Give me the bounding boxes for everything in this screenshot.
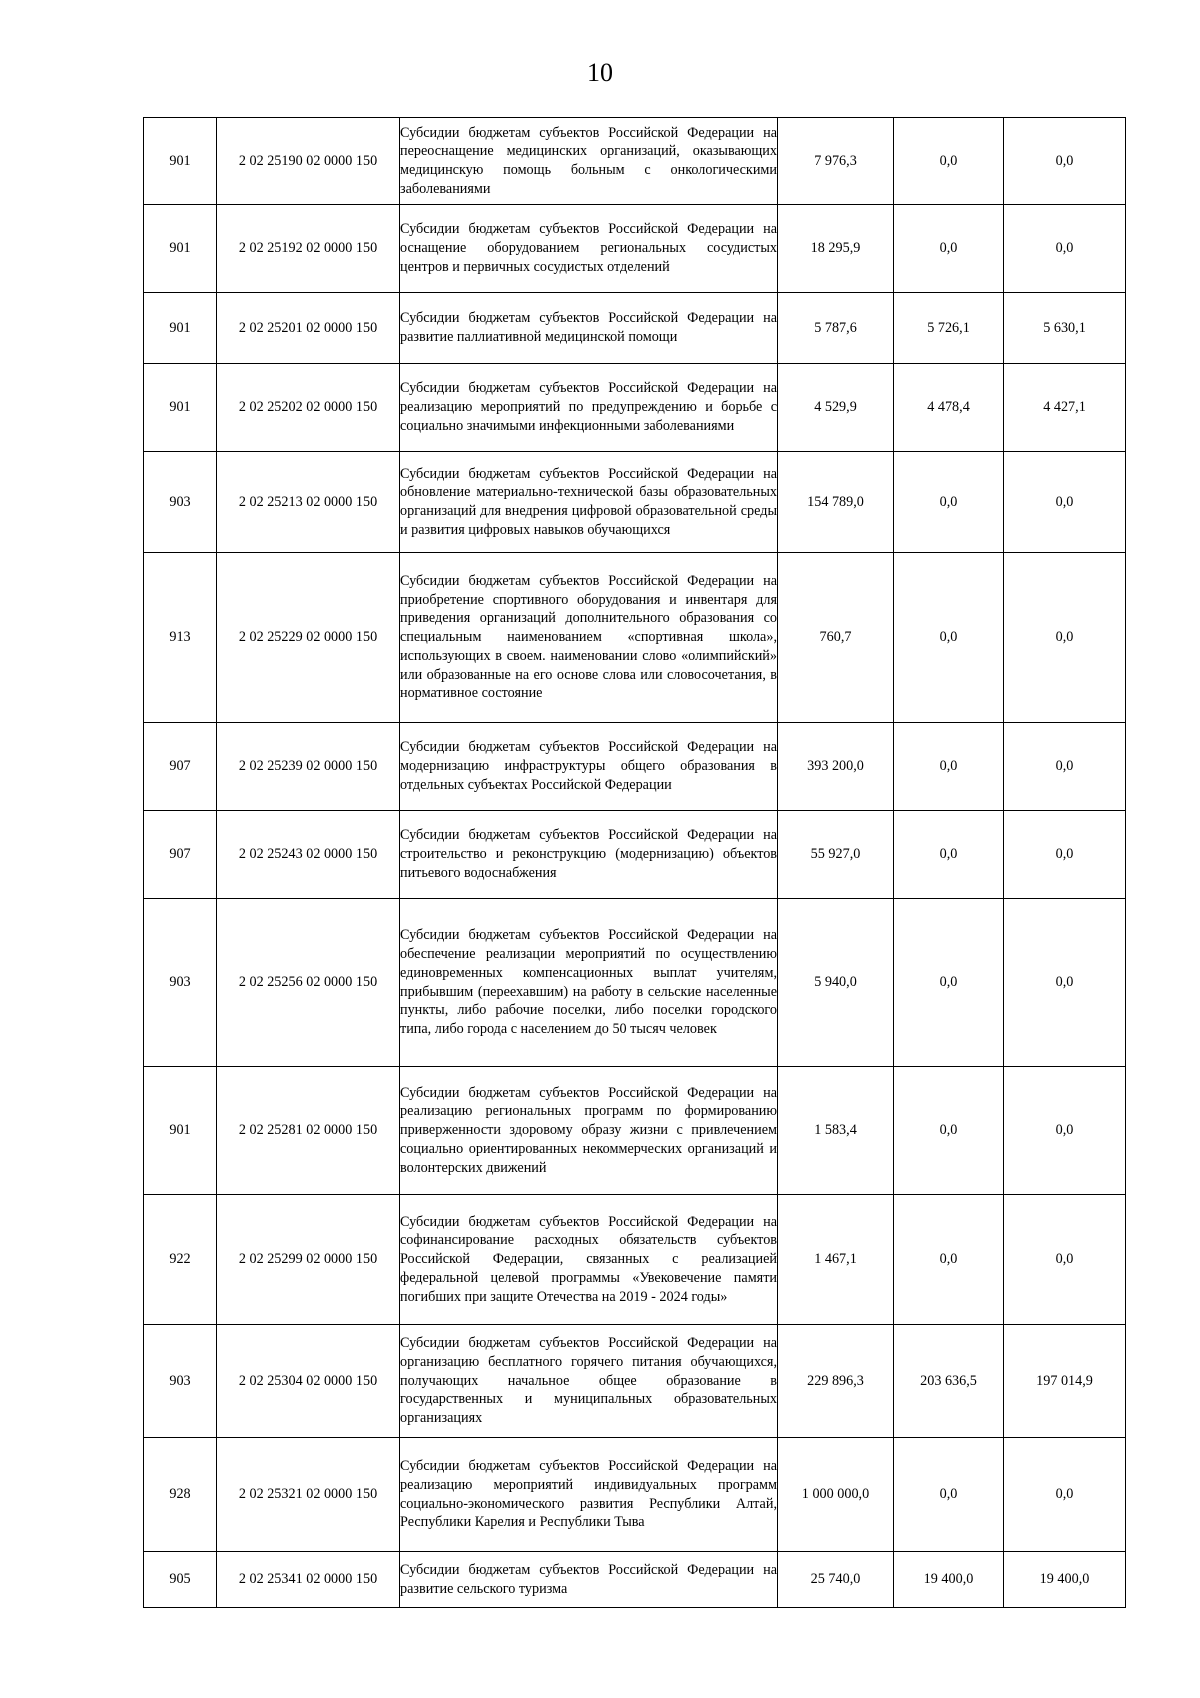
admin-code-cell: 901 [144,1067,217,1195]
amount-year1-cell: 4 529,9 [778,364,894,452]
description-cell: Субсидии бюджетам субъектов Российской Федерации на оснащение оборудованием региональных сосудистых центров и первичных сосудистых отделений [400,205,778,293]
description-cell: Субсидии бюджетам субъектов Российской Федерации на развитие паллиативной медицинской помощи [400,293,778,364]
amount-year3-cell: 0,0 [1004,452,1126,553]
admin-code-cell: 903 [144,899,217,1067]
admin-code-cell: 903 [144,452,217,553]
amount-year3-cell: 0,0 [1004,899,1126,1067]
description-cell: Субсидии бюджетам субъектов Российской Федерации на реализацию мероприятий по предупреждению и борьбе с социально значимыми инфекционными заболеваниями [400,364,778,452]
amount-year2-cell: 0,0 [894,899,1004,1067]
classification-code-cell: 2 02 25321 02 0000 150 [217,1438,400,1552]
classification-code-cell: 2 02 25192 02 0000 150 [217,205,400,293]
amount-year2-cell: 0,0 [894,1067,1004,1195]
description-cell: Субсидии бюджетам субъектов Российской Федерации на развитие сельского туризма [400,1552,778,1608]
table-row [144,452,1126,553]
table-row [144,293,1126,364]
classification-code-cell: 2 02 25190 02 0000 150 [217,118,400,205]
amount-year1-cell: 7 976,3 [778,118,894,205]
page-number: 10 [587,58,613,87]
admin-code-cell: 928 [144,1438,217,1552]
admin-code-cell: 901 [144,118,217,205]
table-row [144,723,1126,811]
amount-year2-cell: 0,0 [894,452,1004,553]
classification-code-cell: 2 02 25243 02 0000 150 [217,811,400,899]
classification-code-cell: 2 02 25239 02 0000 150 [217,723,400,811]
description-cell: Субсидии бюджетам субъектов Российской Федерации на реализацию мероприятий индивидуальных программ социально-экономического развития Республики Алтай, Республики Карелия и Республики Тыва [400,1438,778,1552]
table-row [144,1067,1126,1195]
amount-year3-cell: 0,0 [1004,553,1126,723]
budget-table [143,117,1126,1608]
amount-year1-cell: 5 787,6 [778,293,894,364]
table-row [144,899,1126,1067]
description-cell: Субсидии бюджетам субъектов Российской Федерации на реализацию региональных программ по формированию приверженности здоровому образу жизни с привлечением социально ориентированных некоммерческих организаций и волонтерских движений [400,1067,778,1195]
description-cell: Субсидии бюджетам субъектов Российской Федерации на софинансирование расходных обязательств субъектов Российской Федерации, связанных с реализацией федеральной целевой программы «Увековечение памяти погибших при защите Отечества на 2019 - 2024 годы» [400,1195,778,1325]
description-cell: Субсидии бюджетам субъектов Российской Федерации на переоснащение медицинских организаций, оказывающих медицинскую помощь больным с онкологическими заболеваниями [400,118,778,205]
description-cell: Субсидии бюджетам субъектов Российской Федерации на приобретение спортивного оборудования и инвентаря для приведения организаций дополнительного образования со специальным наименованием «спортивная школа», использующих в своем. наименовании слово «олимпийский» или образованные на его основе слова или словосочетания, в нормативное состояние [400,553,778,723]
description-cell: Субсидии бюджетам субъектов Российской Федерации на строительство и реконструкцию (модернизацию) объектов питьевого водоснабжения [400,811,778,899]
table-row [144,1325,1126,1438]
table-row [144,364,1126,452]
amount-year1-cell: 25 740,0 [778,1552,894,1608]
table-row [144,1438,1126,1552]
admin-code-cell: 901 [144,364,217,452]
amount-year2-cell: 0,0 [894,811,1004,899]
amount-year2-cell: 0,0 [894,1438,1004,1552]
table-row [144,205,1126,293]
amount-year2-cell: 0,0 [894,1195,1004,1325]
admin-code-cell: 907 [144,811,217,899]
classification-code-cell: 2 02 25202 02 0000 150 [217,364,400,452]
amount-year1-cell: 154 789,0 [778,452,894,553]
classification-code-cell: 2 02 25299 02 0000 150 [217,1195,400,1325]
table-row [144,1195,1126,1325]
amount-year2-cell: 0,0 [894,723,1004,811]
admin-code-cell: 922 [144,1195,217,1325]
amount-year1-cell: 1 583,4 [778,1067,894,1195]
amount-year1-cell: 18 295,9 [778,205,894,293]
classification-code-cell: 2 02 25341 02 0000 150 [217,1552,400,1608]
amount-year1-cell: 760,7 [778,553,894,723]
admin-code-cell: 901 [144,293,217,364]
amount-year3-cell: 19 400,0 [1004,1552,1126,1608]
amount-year2-cell: 203 636,5 [894,1325,1004,1438]
admin-code-cell: 905 [144,1552,217,1608]
amount-year3-cell: 197 014,9 [1004,1325,1126,1438]
classification-code-cell: 2 02 25304 02 0000 150 [217,1325,400,1438]
amount-year1-cell: 5 940,0 [778,899,894,1067]
amount-year1-cell: 393 200,0 [778,723,894,811]
amount-year3-cell: 0,0 [1004,118,1126,205]
amount-year1-cell: 1 000 000,0 [778,1438,894,1552]
classification-code-cell: 2 02 25229 02 0000 150 [217,553,400,723]
admin-code-cell: 903 [144,1325,217,1438]
amount-year1-cell: 1 467,1 [778,1195,894,1325]
amount-year1-cell: 55 927,0 [778,811,894,899]
amount-year2-cell: 5 726,1 [894,293,1004,364]
admin-code-cell: 913 [144,553,217,723]
amount-year2-cell: 4 478,4 [894,364,1004,452]
admin-code-cell: 901 [144,205,217,293]
classification-code-cell: 2 02 25213 02 0000 150 [217,452,400,553]
table-row [144,118,1126,205]
classification-code-cell: 2 02 25281 02 0000 150 [217,1067,400,1195]
description-cell: Субсидии бюджетам субъектов Российской Федерации на организацию бесплатного горячего питания обучающихся, получающих начальное общее образование в государственных и муниципальных образовательных организациях [400,1325,778,1438]
amount-year3-cell: 4 427,1 [1004,364,1126,452]
amount-year1-cell: 229 896,3 [778,1325,894,1438]
classification-code-cell: 2 02 25201 02 0000 150 [217,293,400,364]
table-row [144,553,1126,723]
description-cell: Субсидии бюджетам субъектов Российской Федерации на обновление материально-технической базы образовательных организаций для внедрения цифровой образовательной среды и развития цифровых навыков обучающихся [400,452,778,553]
amount-year3-cell: 0,0 [1004,811,1126,899]
table-row [144,811,1126,899]
description-cell: Субсидии бюджетам субъектов Российской Федерации на обеспечение реализации мероприятий по осуществлению единовременных компенсационных выплат учителям, прибывшим (переехавшим) на работу в сельские населенные пункты, либо рабочие поселки, либо поселки городского типа, либо города с населением до 50 тысяч человек [400,899,778,1067]
amount-year2-cell: 19 400,0 [894,1552,1004,1608]
table-row [144,1552,1126,1608]
budget-table-body [144,118,1126,1608]
amount-year3-cell: 0,0 [1004,1438,1126,1552]
amount-year3-cell: 0,0 [1004,1195,1126,1325]
amount-year2-cell: 0,0 [894,205,1004,293]
description-cell: Субсидии бюджетам субъектов Российской Федерации на модернизацию инфраструктуры общего образования в отдельных субъектах Российской Федерации [400,723,778,811]
amount-year3-cell: 0,0 [1004,1067,1126,1195]
amount-year2-cell: 0,0 [894,118,1004,205]
classification-code-cell: 2 02 25256 02 0000 150 [217,899,400,1067]
amount-year3-cell: 5 630,1 [1004,293,1126,364]
amount-year3-cell: 0,0 [1004,205,1126,293]
amount-year3-cell: 0,0 [1004,723,1126,811]
admin-code-cell: 907 [144,723,217,811]
amount-year2-cell: 0,0 [894,553,1004,723]
